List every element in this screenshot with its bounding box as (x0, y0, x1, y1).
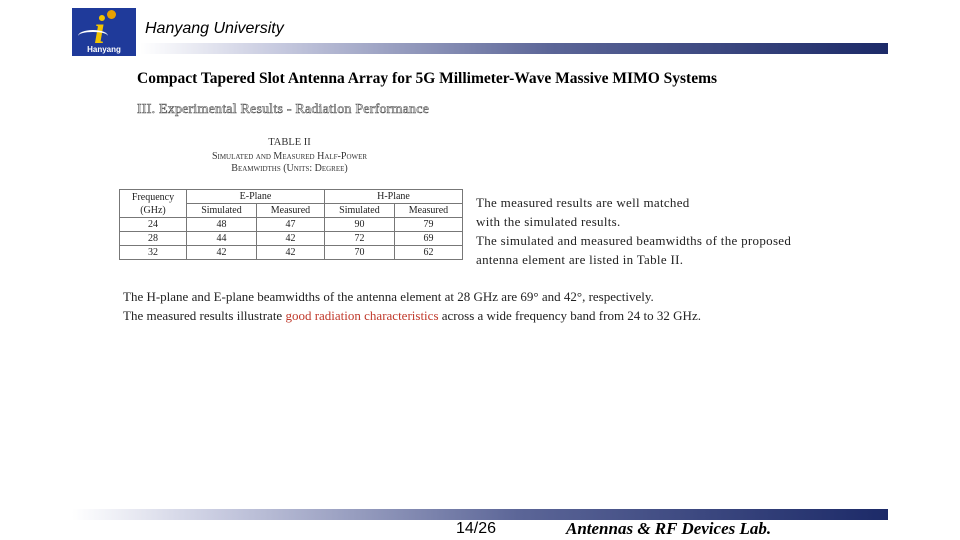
eplane-header: E-Plane (187, 190, 325, 204)
table-caption-number: TABLE II (268, 137, 311, 148)
frequency-header (120, 190, 187, 218)
side-notes (476, 193, 791, 269)
table-cell: 42 (256, 232, 324, 246)
header-divider-bar (140, 43, 888, 54)
subheader-cell: Simulated (324, 204, 394, 218)
table-cell: 69 (394, 232, 462, 246)
table-cell: 28 (120, 232, 187, 246)
lab-name: Antennas & RF Devices Lab. (566, 519, 772, 538)
table-cell: 70 (324, 246, 394, 260)
note-line: with the simulated results. (476, 214, 621, 229)
table-cell: 32 (120, 246, 187, 260)
note-line: antenna element are listed in Table II. (476, 252, 684, 267)
logo-dot-icon (107, 10, 116, 19)
table-cell: 90 (324, 218, 394, 232)
university-name: Hanyang University (145, 20, 284, 37)
logo-swoosh-icon (78, 30, 108, 42)
table-row (120, 218, 463, 232)
slide-title: Compact Tapered Slot Antenna Array for 5G Millimeter-Wave Massive MIMO Systems (137, 70, 718, 87)
table-cell: 47 (256, 218, 324, 232)
university-logo (72, 8, 136, 56)
table-cell: 42 (256, 246, 324, 260)
table-cell: 44 (187, 232, 257, 246)
table-cell: 79 (394, 218, 462, 232)
table-row (120, 232, 463, 246)
body-line (123, 306, 701, 325)
logo-text: Hanyang (87, 45, 121, 54)
hplane-header: H-Plane (324, 190, 462, 204)
subheader-cell: Simulated (187, 204, 257, 218)
frequency-header-label: Frequency (131, 191, 175, 203)
subheader-cell: Measured (394, 204, 462, 218)
table-header-row (120, 190, 463, 204)
frequency-header-unit: (GHz) (140, 204, 166, 216)
table-row (120, 246, 463, 260)
table-caption-line: Simulated and Measured Half-Power (211, 151, 368, 162)
note-line: The simulated and measured beamwidths of the proposed (476, 233, 792, 248)
body-text-segment: The measured results illustrate (123, 308, 286, 323)
table-caption-line: Beamwidths (Units: Degree) (231, 163, 348, 174)
table-cell: 72 (324, 232, 394, 246)
beamwidth-table (119, 189, 463, 260)
table-cell: 24 (120, 218, 187, 232)
page-number: 14/26 (456, 520, 497, 537)
table-cell: 42 (187, 246, 257, 260)
body-text (123, 287, 701, 325)
highlighted-phrase: good radiation characteristics (285, 308, 439, 323)
body-text-segment: across a wide frequency band from 24 to 32 GHz. (438, 308, 701, 323)
body-line: The H-plane and E-plane beamwidths of the antenna element at 28 GHz are 69° and 42°, respectively. (123, 289, 654, 304)
table-cell: 62 (394, 246, 462, 260)
logo-i-glyph-icon: i (94, 7, 106, 52)
subheader-cell: Measured (256, 204, 324, 218)
table-cell: 48 (187, 218, 257, 232)
note-line: The measured results are well matched (476, 195, 690, 210)
section-heading: III. Experimental Results - Radiation Performance (137, 102, 430, 117)
